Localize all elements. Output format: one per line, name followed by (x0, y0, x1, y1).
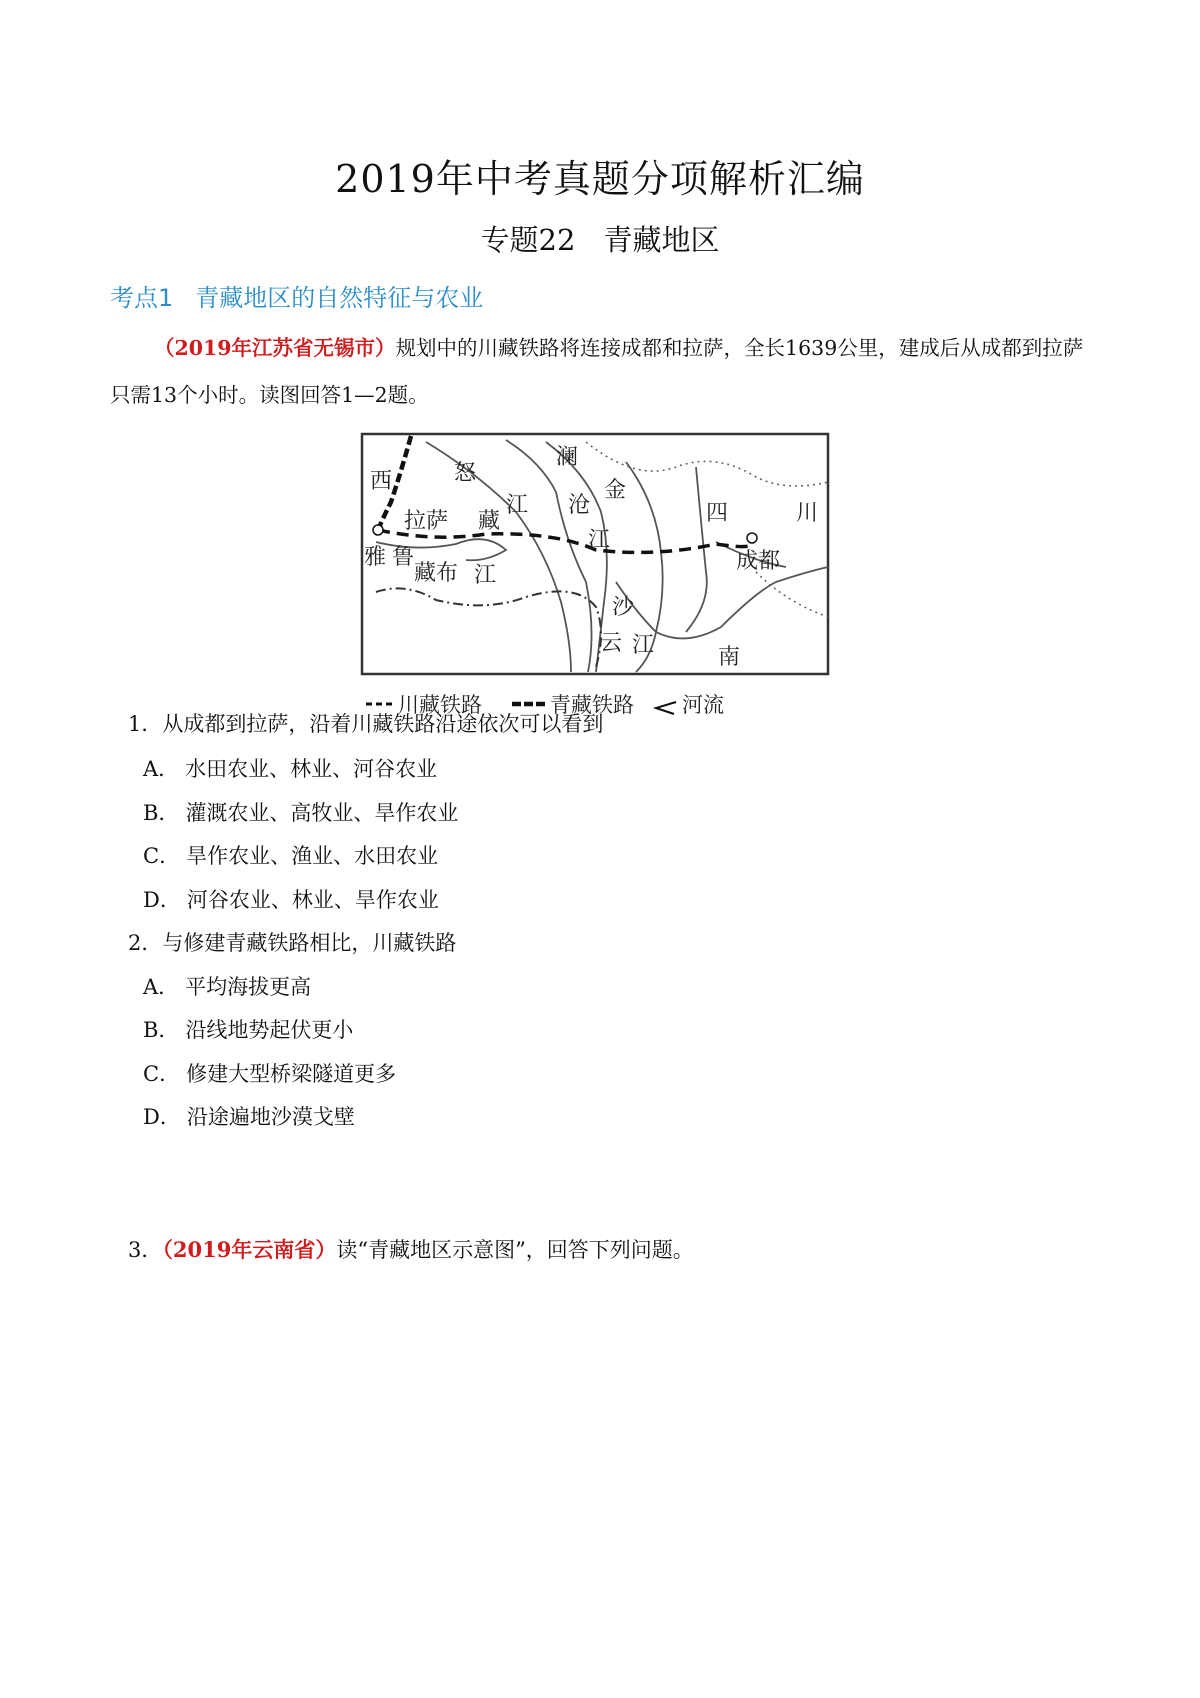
map-label: 成都 (736, 549, 781, 574)
lasa-marker (373, 525, 383, 535)
question-number: 2． (128, 931, 163, 955)
map-label: 藏布 (414, 561, 459, 586)
question-number: 1． (128, 712, 163, 736)
map-label: 澜 (556, 445, 579, 470)
page-title: 2019年中考真题分项解析汇编 (335, 157, 865, 201)
section-number: 考点1 (110, 284, 174, 312)
question-stem: 与修建青藏铁路相比，川藏铁路 (162, 931, 457, 955)
legend-label: 青藏铁路 (550, 693, 634, 717)
option-2d: D． 沿途遍地沙漠戈壁 (143, 1105, 355, 1129)
question-3 (128, 1234, 694, 1264)
map-label: 鲁 (392, 545, 415, 570)
passage-source: （2019年江苏省无锡市） (154, 336, 396, 360)
passage (110, 325, 1100, 419)
map-label: 沧 (568, 493, 591, 518)
map-label: 江 (632, 633, 655, 658)
railway-map (356, 432, 876, 742)
option-2b: B． 沿线地势起伏更小 (143, 1018, 354, 1042)
section-heading (110, 278, 483, 313)
map-label: 江 (506, 493, 529, 518)
option-1b: B． 灌溉农业、高牧业、旱作农业 (143, 801, 459, 825)
option-2c: C． 修建大型桥梁隧道更多 (143, 1062, 397, 1086)
map-label: 拉萨 (404, 509, 449, 534)
topic-subtitle (0, 218, 1200, 259)
passage-text: 规划中的川藏铁路将连接成都和拉萨，全长1639公里，建成后从成都到拉萨 (395, 336, 1084, 360)
map-label: 四 (706, 501, 729, 526)
map-label: 藏 (478, 509, 501, 534)
passage-line-1 (110, 325, 1100, 372)
legend-river-symbol (656, 702, 676, 714)
map-label: 南 (718, 645, 741, 670)
section-name: 青藏地区的自然特征与农业 (195, 284, 484, 312)
legend-label: 河流 (682, 693, 724, 717)
question-number: 3． (128, 1238, 163, 1262)
map-label: 江 (474, 563, 497, 588)
passage-text-2: 只需13个小时。读图回答1—2题。 (110, 383, 429, 407)
map-label: 西 (370, 469, 393, 494)
option-1d: D． 河谷农业、林业、旱作农业 (143, 888, 439, 912)
map-label: 川 (796, 501, 819, 526)
question-source: （2019年云南省） (162, 1237, 337, 1262)
chengdu-marker (747, 533, 757, 543)
option-1a: A． 水田农业、林业、河谷农业 (143, 757, 438, 781)
map-label: 云 (600, 631, 623, 656)
question-stem: 读“青藏地区示意图”，回答下列问题。 (336, 1238, 694, 1262)
option-1c: C． 旱作农业、渔业、水田农业 (143, 844, 439, 868)
map-label: 怒 (454, 461, 477, 486)
question-1 (128, 708, 603, 738)
question-stem: 从成都到拉萨，沿着川藏铁路沿途依次可以看到 (162, 712, 604, 736)
topic-number: 专题22 (480, 223, 576, 257)
map-label: 江 (588, 528, 611, 553)
option-2a: A． 平均海拔更高 (143, 975, 312, 999)
question-2 (128, 927, 456, 957)
legend-label: 川藏铁路 (398, 693, 482, 717)
map-label: 雅 (364, 545, 387, 570)
map-label: 沙 (612, 595, 635, 620)
topic-name: 青藏地区 (603, 223, 720, 257)
map-label: 金 (604, 478, 627, 503)
